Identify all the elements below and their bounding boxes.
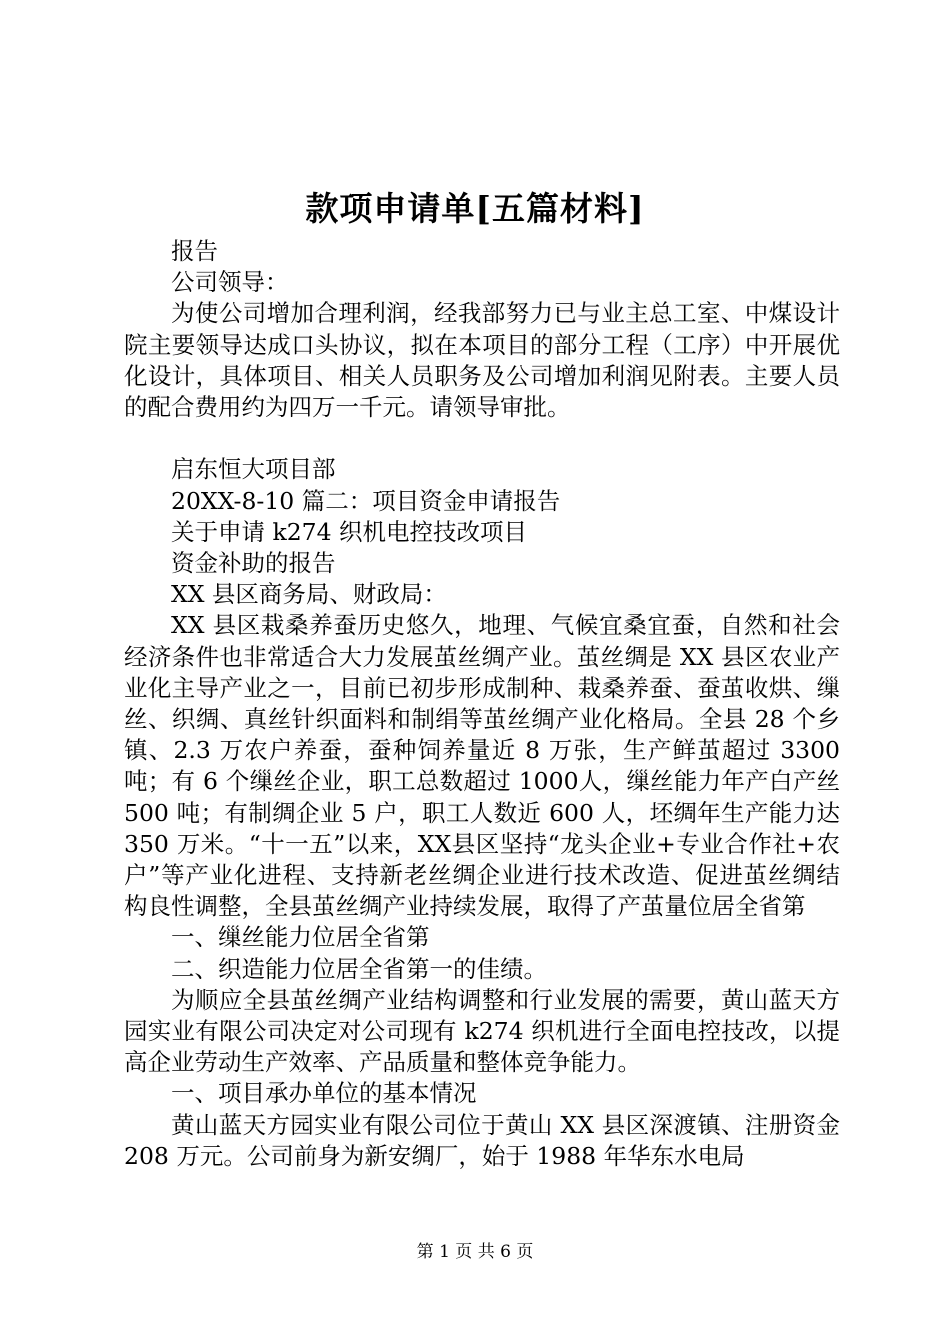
paragraph: XX 县区商务局、财政局： xyxy=(171,580,447,609)
paragraph: 公司领导： xyxy=(171,268,289,297)
document-title: 款项申请单[五篇材料] xyxy=(305,189,645,228)
paragraph: 为顺应全县茧丝绸产业结构调整和行业发展的需要，黄山蓝天方园实业有限公司决定对公司现有 k274 织机进行全面电控技改，以提高企业劳动生产效率、产品质量和整体竞争能力。 xyxy=(124,985,840,1077)
paragraph: 启东恒大项目部 xyxy=(171,455,336,484)
paragraph-spacer xyxy=(124,423,840,454)
paragraph: 为使公司增加合理利润，经我部努力已与业主总工室、中煤设计院主要领导达成口头协议，拟在本项目的部分工程（工序）中开展优化设计，具体项目、相关人员职务及公司增加利润见附表。主要人员的配合费用约为四万一千元。请领导审批。 xyxy=(124,299,840,422)
paragraph: 20XX-8-10 篇二：项目资金申请报告 xyxy=(171,486,561,515)
paragraph: 一、缫丝能力位居全省第 xyxy=(171,923,430,952)
document-body xyxy=(124,236,848,1172)
paragraph: 关于申请 k274 织机电控技改项目 xyxy=(171,517,528,546)
paragraph: 黄山蓝天方园实业有限公司位于黄山 XX 县区深渡镇、注册资金 208 万元。公司前身为新安绸厂，始于 1988 年华东水电局 xyxy=(124,1110,848,1170)
paragraph: XX 县区栽桑养蚕历史悠久，地理、气候宜桑宜蚕，自然和社会经济条件也非常适合大力发展茧丝绸产业。茧丝绸是 XX 县区农业产业化主导产业之一，目前已初步形成制种、栽桑养蚕、蚕茧收烘、缫丝、织绸、真丝针织面料和制绢等茧丝绸产业化格局。全县 28 个乡镇、2.3 万农户养蚕，蚕种饲养量近 8 万张，生产鲜茧超过 3300 吨；有 6 个缫丝企业，职工总数超过 1000人，缫丝能力年产白产丝 500 吨；有制绸企业 5 户，职工人数近 600 人，坯绸年生产能力达 350 万米。“十一五”以来，XX县区坚持“龙头企业+专业合作社+农户”等产业化进程、支持新老丝绸企业进行技术改造、促进茧丝绸结构良性调整，全县茧丝绸产业持续发展，取得了产茧量位居全省第 xyxy=(124,611,848,921)
paragraph: 资金补助的报告 xyxy=(171,549,336,578)
paragraph: 二、织造能力位居全省第一的佳绩。 xyxy=(171,954,547,983)
page-footer: 第 1 页 共 6 页 xyxy=(416,1242,534,1262)
paragraph: 一、项目承办单位的基本情况 xyxy=(171,1079,477,1108)
paragraph: 报告 xyxy=(171,237,218,265)
